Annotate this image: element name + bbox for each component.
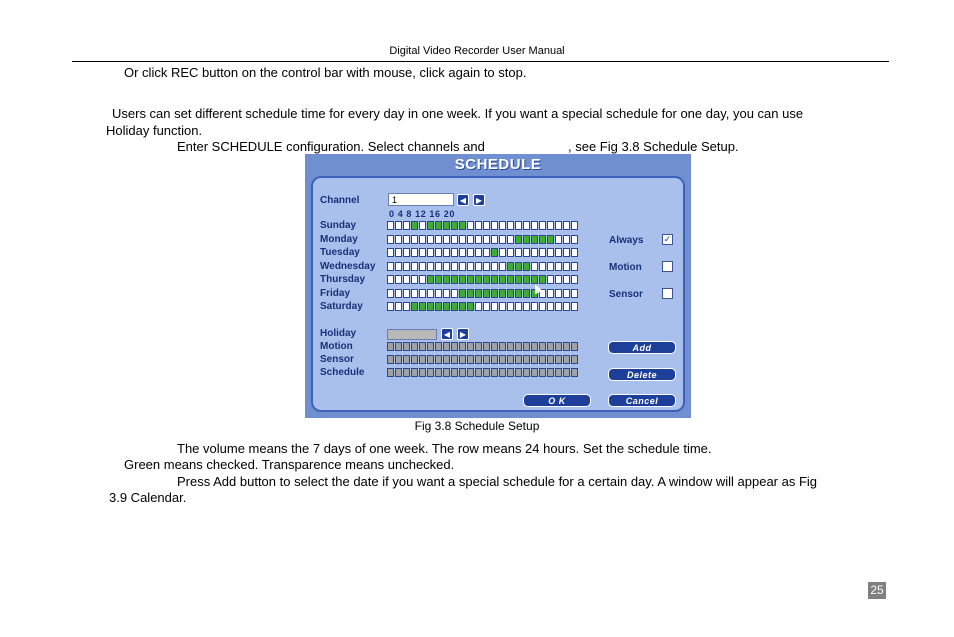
summary-cell — [555, 342, 562, 351]
hour-cell[interactable] — [555, 262, 562, 271]
hour-cell[interactable] — [499, 302, 506, 311]
hour-cell[interactable] — [563, 221, 570, 230]
summary-cell — [547, 355, 554, 364]
hour-cell[interactable] — [523, 221, 530, 230]
paragraph-volume: The volume means the 7 days of one week. The row means 24 hours. Set the schedule time. — [177, 441, 712, 456]
summary-cell — [507, 355, 514, 364]
paragraph-green: Green means checked. Transparence means unchecked. — [124, 457, 455, 472]
hour-cell[interactable] — [499, 235, 506, 244]
hour-cell[interactable] — [539, 262, 546, 271]
hour-cell[interactable] — [451, 221, 458, 230]
hour-cell[interactable] — [435, 248, 442, 257]
channel-next-button[interactable]: ▶ — [473, 194, 485, 206]
hour-cell[interactable] — [419, 289, 426, 298]
day-row — [387, 289, 579, 298]
hour-cell[interactable] — [387, 235, 394, 244]
hour-cell[interactable] — [507, 275, 514, 284]
summary-cell — [459, 342, 466, 351]
hour-cell[interactable] — [515, 275, 522, 284]
paragraph-add: Press Add button to select the date if you want a special schedule for a certain day. A window will appear as Fig — [177, 474, 818, 489]
hour-cell[interactable] — [499, 275, 506, 284]
hour-cell[interactable] — [411, 235, 418, 244]
hour-cell[interactable] — [435, 302, 442, 311]
summary-cell — [547, 368, 554, 377]
summary-row — [387, 368, 579, 377]
hour-cell[interactable] — [443, 289, 450, 298]
hour-cell[interactable] — [547, 289, 554, 298]
hour-cell[interactable] — [491, 221, 498, 230]
day-row — [387, 262, 579, 271]
hour-cell[interactable] — [459, 221, 466, 230]
paragraph-add-cont: 3.9 Calendar. — [109, 490, 187, 505]
hour-cell[interactable] — [427, 275, 434, 284]
hour-cell[interactable] — [491, 275, 498, 284]
hour-cell[interactable] — [467, 302, 474, 311]
hour-cell[interactable] — [443, 275, 450, 284]
hour-cell[interactable] — [555, 248, 562, 257]
summary-cell — [387, 355, 394, 364]
hour-cell[interactable] — [387, 262, 394, 271]
paragraph-enter-schedule: Enter SCHEDULE configuration. Select channels and — [177, 139, 485, 154]
summary-cell — [435, 355, 442, 364]
summary-cell — [427, 368, 434, 377]
hour-cell[interactable] — [467, 248, 474, 257]
hour-cell[interactable] — [483, 275, 490, 284]
hour-cell[interactable] — [395, 262, 402, 271]
hour-cell[interactable] — [555, 289, 562, 298]
summary-cell — [571, 368, 578, 377]
holiday-date-field[interactable] — [387, 329, 437, 340]
hour-cell[interactable] — [563, 302, 570, 311]
hour-cell[interactable] — [571, 262, 578, 271]
option-always-checkbox[interactable]: ✓ — [663, 234, 672, 244]
hour-cell[interactable] — [523, 275, 530, 284]
hour-cell[interactable] — [435, 275, 442, 284]
summary-cell — [499, 342, 506, 351]
hour-cell[interactable] — [571, 235, 578, 244]
hour-cell[interactable] — [459, 248, 466, 257]
hour-cell[interactable] — [555, 221, 562, 230]
hour-cell[interactable] — [531, 302, 538, 311]
hour-cell[interactable] — [419, 275, 426, 284]
hour-cell[interactable] — [451, 235, 458, 244]
hour-cell[interactable] — [443, 235, 450, 244]
summary-cell — [387, 342, 394, 351]
summary-cell — [403, 342, 410, 351]
hour-cell[interactable] — [451, 275, 458, 284]
hour-cell[interactable] — [547, 302, 554, 311]
hour-cell[interactable] — [523, 235, 530, 244]
day-label: Friday — [320, 288, 351, 299]
hour-cell[interactable] — [395, 248, 402, 257]
hour-cell[interactable] — [427, 302, 434, 311]
summary-row — [387, 342, 579, 351]
summary-cell — [395, 342, 402, 351]
hour-cell[interactable] — [491, 302, 498, 311]
hour-cell[interactable] — [547, 248, 554, 257]
hour-cell[interactable] — [539, 221, 546, 230]
paragraph-schedule-intro: Users can set different schedule time for every day in one week. If you want a special schedule for one day, you can use — [112, 106, 804, 121]
hour-cell[interactable] — [515, 302, 522, 311]
summary-cell — [539, 342, 546, 351]
summary-cell — [419, 368, 426, 377]
hour-cell[interactable] — [475, 262, 482, 271]
hour-cell[interactable] — [547, 275, 554, 284]
cancel-button[interactable]: Cancel — [608, 394, 676, 407]
summary-cell — [507, 342, 514, 351]
header-title: Digital Video Recorder User Manual — [389, 45, 565, 57]
hour-cell[interactable] — [403, 221, 410, 230]
hour-cell[interactable] — [467, 221, 474, 230]
hour-cell[interactable] — [387, 275, 394, 284]
summary-cell — [395, 368, 402, 377]
summary-cell — [427, 355, 434, 364]
summary-cell — [483, 355, 490, 364]
hour-cell[interactable] — [523, 262, 530, 271]
hour-cell[interactable] — [483, 248, 490, 257]
hour-cell[interactable] — [435, 262, 442, 271]
hour-cell[interactable] — [395, 275, 402, 284]
day-row — [387, 221, 579, 230]
hour-cell[interactable] — [411, 302, 418, 311]
hour-cell[interactable] — [523, 302, 530, 311]
day-label: Saturday — [320, 301, 363, 312]
hour-cell[interactable] — [507, 235, 514, 244]
paragraph-rec: Or click REC button on the control bar with mouse, click again to stop. — [124, 65, 527, 80]
summary-cell — [427, 342, 434, 351]
hour-cell[interactable] — [395, 302, 402, 311]
hour-cell[interactable] — [547, 235, 554, 244]
summary-cell — [443, 342, 450, 351]
summary-cell — [403, 355, 410, 364]
summary-cell — [531, 355, 538, 364]
day-label: Tuesday — [320, 247, 360, 258]
hour-cell[interactable] — [403, 235, 410, 244]
summary-cell — [531, 342, 538, 351]
summary-cell — [443, 355, 450, 364]
summary-cell — [515, 342, 522, 351]
hour-cell[interactable] — [531, 235, 538, 244]
summary-cell — [419, 355, 426, 364]
hour-cell[interactable] — [387, 302, 394, 311]
add-button[interactable]: Add — [608, 341, 676, 354]
hour-cell[interactable] — [515, 289, 522, 298]
day-label: Sunday — [320, 220, 357, 231]
hour-cell[interactable] — [491, 248, 498, 257]
hour-cell[interactable] — [571, 289, 578, 298]
hour-cell[interactable] — [531, 248, 538, 257]
hour-cell[interactable] — [571, 275, 578, 284]
hour-cell[interactable] — [435, 289, 442, 298]
hour-cell[interactable] — [467, 262, 474, 271]
hour-cell[interactable] — [571, 221, 578, 230]
delete-button[interactable]: Delete — [608, 368, 676, 381]
hour-cell[interactable] — [515, 248, 522, 257]
channel-input[interactable]: 1 — [388, 193, 454, 206]
hour-cell[interactable] — [507, 248, 514, 257]
day-row — [387, 302, 579, 311]
channel-label: Channel — [320, 195, 360, 206]
summary-cell — [571, 355, 578, 364]
hour-cell[interactable] — [411, 275, 418, 284]
hour-cell[interactable] — [395, 221, 402, 230]
hour-cell[interactable] — [475, 289, 482, 298]
option-always-label: Always — [609, 235, 644, 246]
hour-cell[interactable] — [483, 289, 490, 298]
summary-cell — [499, 355, 506, 364]
hour-cell[interactable] — [459, 302, 466, 311]
hour-cell[interactable] — [483, 221, 490, 230]
hour-cell[interactable] — [563, 235, 570, 244]
hour-cell[interactable] — [403, 262, 410, 271]
summary-cell — [475, 342, 482, 351]
summary-cell — [451, 368, 458, 377]
hour-cell[interactable] — [547, 262, 554, 271]
hour-cell[interactable] — [507, 221, 514, 230]
hour-cell[interactable] — [531, 221, 538, 230]
summary-cell — [467, 368, 474, 377]
option-sensor-label: Sensor — [609, 289, 643, 300]
summary-cell — [435, 342, 442, 351]
hour-cell[interactable] — [435, 221, 442, 230]
hour-cell[interactable] — [515, 235, 522, 244]
summary-cell — [467, 342, 474, 351]
day-row — [387, 235, 579, 244]
summary-row — [387, 355, 579, 364]
summary-cell — [475, 368, 482, 377]
summary-cell — [459, 355, 466, 364]
summary-cell — [483, 342, 490, 351]
hours-axis: 0 4 8 12 16 20 — [389, 209, 455, 219]
hour-cell[interactable] — [571, 302, 578, 311]
summary-cell — [523, 342, 530, 351]
hour-cell[interactable] — [411, 248, 418, 257]
hour-cell[interactable] — [387, 221, 394, 230]
paragraph-enter-schedule-cont: , see Fig 3.8 Schedule Setup. — [568, 139, 739, 154]
hour-cell[interactable] — [539, 248, 546, 257]
summary-cell — [403, 368, 410, 377]
hour-cell[interactable] — [443, 302, 450, 311]
hour-cell[interactable] — [459, 235, 466, 244]
hour-cell[interactable] — [395, 235, 402, 244]
hour-cell[interactable] — [563, 248, 570, 257]
summary-cell — [491, 368, 498, 377]
holiday-label: Holiday — [320, 328, 357, 339]
hour-cell[interactable] — [483, 262, 490, 271]
hour-cell[interactable] — [555, 235, 562, 244]
hour-cell[interactable] — [515, 262, 522, 271]
hour-cell[interactable] — [475, 302, 482, 311]
summary-cell — [419, 342, 426, 351]
hour-cell[interactable] — [443, 221, 450, 230]
paragraph-schedule-intro-cont: Holiday function. — [106, 123, 203, 138]
summary-cell — [563, 342, 570, 351]
hour-cell[interactable] — [507, 302, 514, 311]
hour-cell[interactable] — [403, 275, 410, 284]
hour-cell[interactable] — [419, 235, 426, 244]
summary-cell — [547, 342, 554, 351]
summary-cell — [467, 355, 474, 364]
hour-cell[interactable] — [403, 289, 410, 298]
hour-cell[interactable] — [523, 248, 530, 257]
header-divider — [72, 61, 889, 62]
option-sensor-checkbox[interactable] — [662, 288, 673, 299]
summary-cell — [523, 355, 530, 364]
hour-cell[interactable] — [427, 235, 434, 244]
option-motion-checkbox[interactable] — [662, 261, 673, 272]
hour-cell[interactable] — [443, 262, 450, 271]
hour-cell[interactable] — [475, 248, 482, 257]
hour-cell[interactable] — [459, 275, 466, 284]
channel-prev-button[interactable]: ◀ — [457, 194, 469, 206]
hour-cell[interactable] — [419, 262, 426, 271]
hour-cell[interactable] — [499, 248, 506, 257]
hour-cell[interactable] — [531, 262, 538, 271]
summary-cell — [507, 368, 514, 377]
hour-cell[interactable] — [427, 289, 434, 298]
summary-cell — [555, 368, 562, 377]
summary-cell — [483, 368, 490, 377]
summary-label: Sensor — [320, 354, 354, 365]
summary-cell — [411, 342, 418, 351]
day-row — [387, 248, 579, 257]
hour-cell[interactable] — [539, 275, 546, 284]
hour-cell[interactable] — [451, 289, 458, 298]
hour-cell[interactable] — [451, 302, 458, 311]
hour-cell[interactable] — [523, 289, 530, 298]
summary-cell — [435, 368, 442, 377]
hour-cell[interactable] — [539, 302, 546, 311]
hour-cell[interactable] — [411, 289, 418, 298]
hour-cell[interactable] — [403, 302, 410, 311]
day-label: Monday — [320, 234, 358, 245]
hour-cell[interactable] — [499, 221, 506, 230]
hour-cell[interactable] — [411, 262, 418, 271]
hour-cell[interactable] — [499, 262, 506, 271]
hour-cell[interactable] — [403, 248, 410, 257]
hour-cell[interactable] — [451, 262, 458, 271]
hour-cell[interactable] — [443, 248, 450, 257]
hour-cell[interactable] — [387, 289, 394, 298]
summary-label: Motion — [320, 341, 353, 352]
hour-cell[interactable] — [435, 235, 442, 244]
hour-cell[interactable] — [555, 302, 562, 311]
summary-cell — [531, 368, 538, 377]
summary-cell — [523, 368, 530, 377]
summary-cell — [515, 355, 522, 364]
summary-cell — [563, 368, 570, 377]
hour-cell[interactable] — [467, 275, 474, 284]
day-label: Thursday — [320, 274, 366, 285]
hour-cell[interactable] — [475, 275, 482, 284]
hour-cell[interactable] — [515, 221, 522, 230]
page-number: 25 — [868, 582, 886, 599]
holiday-prev-button[interactable]: ◀ — [441, 328, 453, 340]
day-row — [387, 275, 579, 284]
hour-cell[interactable] — [555, 275, 562, 284]
hour-cell[interactable] — [563, 275, 570, 284]
hour-cell[interactable] — [451, 248, 458, 257]
summary-label: Schedule — [320, 367, 365, 378]
summary-cell — [411, 368, 418, 377]
summary-cell — [387, 368, 394, 377]
summary-cell — [395, 355, 402, 364]
hour-cell[interactable] — [483, 302, 490, 311]
hour-cell[interactable] — [387, 248, 394, 257]
hour-cell[interactable] — [507, 289, 514, 298]
hour-cell[interactable] — [547, 221, 554, 230]
day-label: Wednesday — [320, 261, 376, 272]
hour-cell[interactable] — [467, 289, 474, 298]
summary-cell — [491, 355, 498, 364]
summary-cell — [539, 355, 546, 364]
summary-cell — [443, 368, 450, 377]
hour-cell[interactable] — [419, 248, 426, 257]
hour-cell[interactable] — [411, 221, 418, 230]
ok-button[interactable]: O K — [523, 394, 591, 407]
schedule-title: SCHEDULE — [454, 156, 542, 173]
option-motion-label: Motion — [609, 262, 642, 273]
summary-cell — [555, 355, 562, 364]
summary-cell — [563, 355, 570, 364]
summary-cell — [571, 342, 578, 351]
hour-cell[interactable] — [499, 289, 506, 298]
hour-cell[interactable] — [419, 302, 426, 311]
hour-cell[interactable] — [539, 235, 546, 244]
figure-caption: Fig 3.8 Schedule Setup — [414, 419, 540, 433]
hour-cell[interactable] — [483, 235, 490, 244]
hour-cell[interactable] — [571, 248, 578, 257]
hour-cell[interactable] — [427, 248, 434, 257]
summary-cell — [411, 355, 418, 364]
hour-cell[interactable] — [507, 262, 514, 271]
summary-cell — [451, 342, 458, 351]
hour-cell[interactable] — [491, 262, 498, 271]
summary-cell — [491, 342, 498, 351]
hour-cell[interactable] — [563, 262, 570, 271]
hour-cell[interactable] — [467, 235, 474, 244]
summary-cell — [515, 368, 522, 377]
hour-cell[interactable] — [427, 262, 434, 271]
hour-cell[interactable] — [395, 289, 402, 298]
hour-cell[interactable] — [475, 235, 482, 244]
summary-cell — [539, 368, 546, 377]
hour-cell[interactable] — [459, 289, 466, 298]
holiday-next-button[interactable]: ▶ — [457, 328, 469, 340]
hour-cell[interactable] — [419, 221, 426, 230]
summary-cell — [459, 368, 466, 377]
hour-cell[interactable] — [491, 235, 498, 244]
summary-cell — [451, 355, 458, 364]
hour-cell[interactable] — [475, 221, 482, 230]
hour-cell[interactable] — [563, 289, 570, 298]
hour-cell[interactable] — [491, 289, 498, 298]
hour-cell[interactable] — [459, 262, 466, 271]
summary-cell — [475, 355, 482, 364]
summary-cell — [499, 368, 506, 377]
hour-cell[interactable] — [427, 221, 434, 230]
